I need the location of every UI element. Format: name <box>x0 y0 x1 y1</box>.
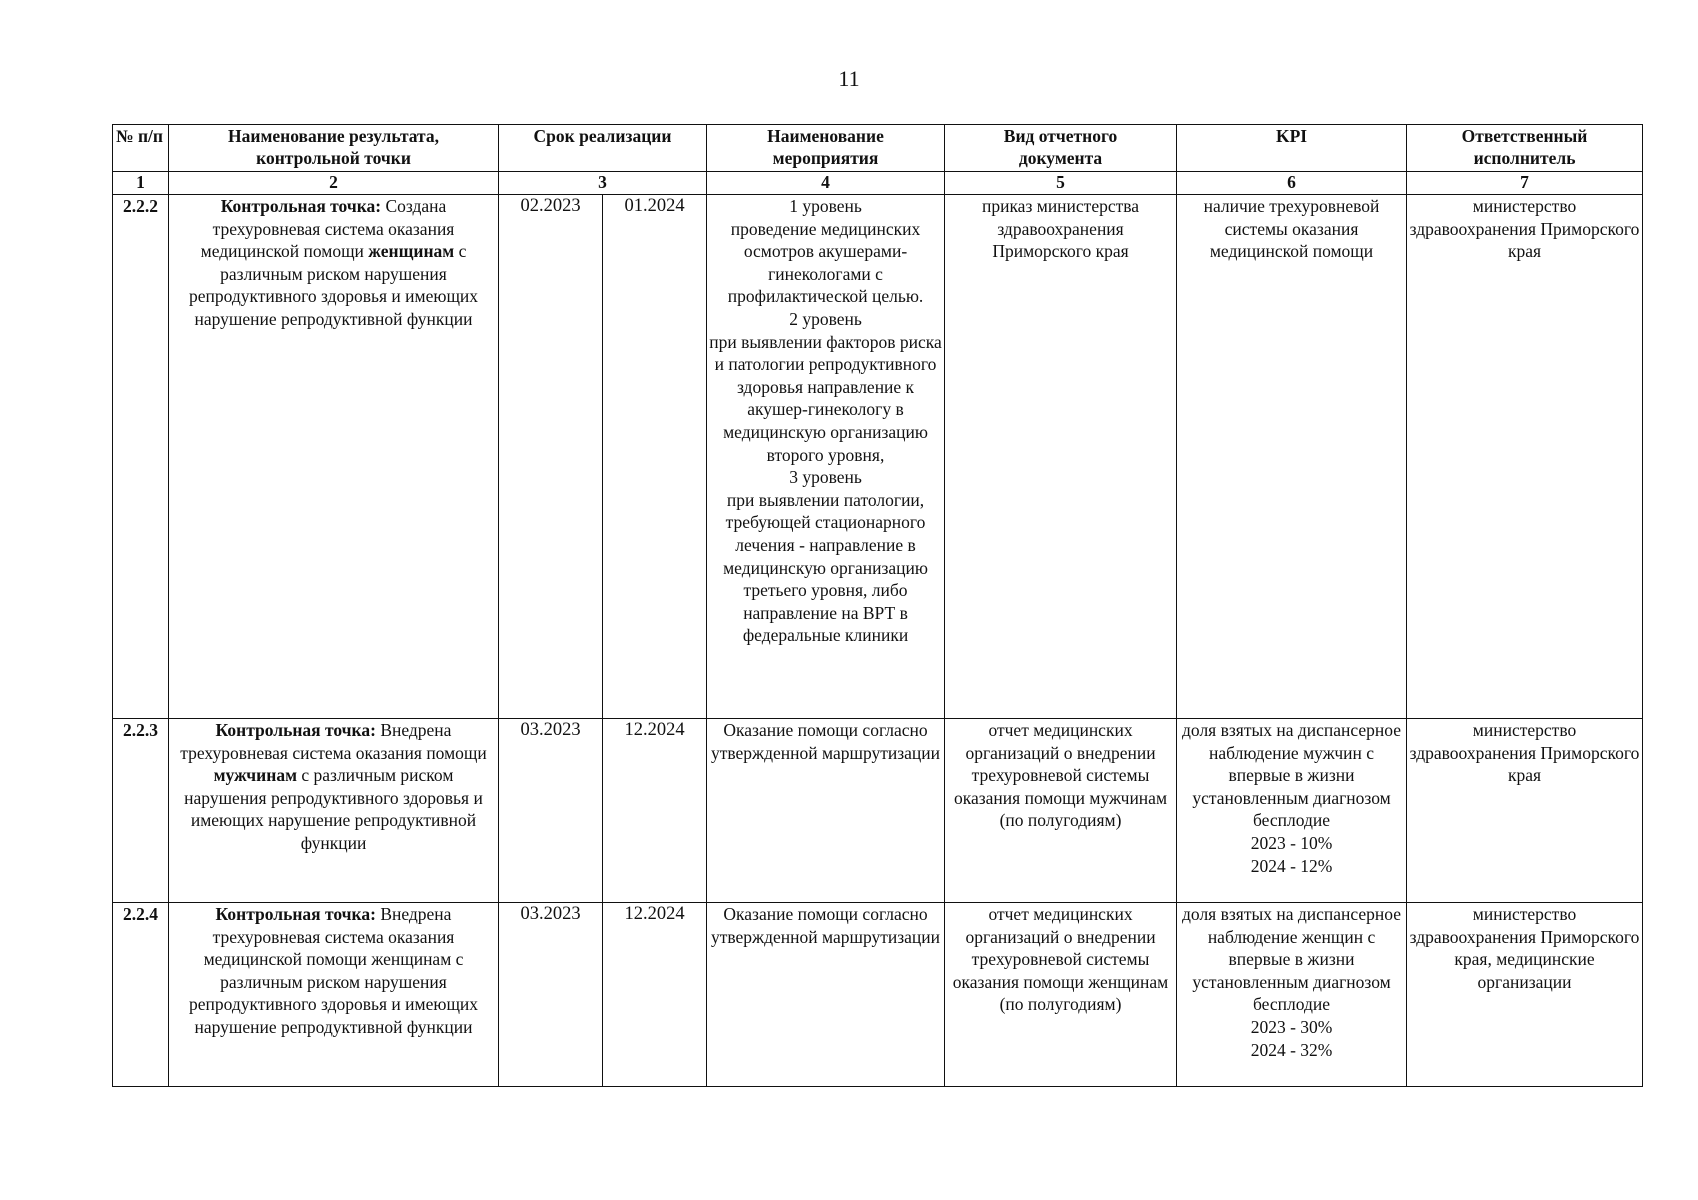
header-responsible-line1: Ответственный <box>1461 126 1588 146</box>
end-date: 01.2024 <box>603 195 707 719</box>
column-number: 6 <box>1177 172 1407 195</box>
kpi-cell <box>1177 195 1407 719</box>
start-date: 02.2023 <box>499 195 603 719</box>
header-row <box>113 125 1643 172</box>
kpi-target-2023: 2023 - 30% <box>1250 1016 1333 1037</box>
kpi-target-2024: 2024 - 12% <box>1250 855 1333 876</box>
responsible-cell: министерство здравоохранения Приморского края <box>1407 719 1643 903</box>
control-point-label: Контрольная точка: <box>220 196 382 216</box>
table-row <box>113 719 1643 903</box>
event-line: проведение медицинских осмотров акушерами-гинекологами с профилактической целью. <box>727 218 924 307</box>
event-cell <box>707 903 945 1087</box>
kpi-cell <box>1177 719 1407 903</box>
header-document <box>945 125 1177 172</box>
control-point-text-rest: с различным риском нарушения репродуктивного здоровья и имеющих нарушение репродуктивной функции <box>188 241 479 329</box>
start-date: 03.2023 <box>499 903 603 1087</box>
responsible-cell: министерство здравоохранения Приморского края <box>1407 195 1643 719</box>
event-line: при выявлении патологии, требующей стационарного лечения - направление в медицинскую организацию третьего уровня, либо направление на ВРТ в федеральные клиники <box>723 489 928 646</box>
end-date: 12.2024 <box>603 903 707 1087</box>
row-number: 2.2.2 <box>113 195 169 719</box>
column-number: 1 <box>113 172 169 195</box>
column-number: 4 <box>707 172 945 195</box>
header-number: № п/п <box>113 125 169 172</box>
report-document-cell <box>945 903 1177 1087</box>
report-document-note: (по полугодиям) <box>999 810 1122 831</box>
kpi-target-2023: 2023 - 10% <box>1250 832 1333 853</box>
kpi-target-2024: 2024 - 32% <box>1250 1039 1333 1060</box>
report-document-cell <box>945 719 1177 903</box>
report-document-text: отчет медицинских организаций о внедрении трехуровневой системы оказания помощи женщинам <box>952 904 1169 992</box>
control-point-label: Контрольная точка: <box>215 720 376 740</box>
header-result-name-line2: контрольной точки <box>256 148 411 168</box>
event-line: Оказание помощи согласно утвержденной маршрутизации <box>710 720 941 763</box>
control-point-text-rest: с различным риском нарушения репродуктивного здоровья и имеющих нарушение репродуктивной функции <box>184 765 483 853</box>
control-point-cell <box>169 903 499 1087</box>
event-cell <box>707 195 945 719</box>
report-document-cell: приказ министерства здравоохранения Приморского края <box>945 195 1177 719</box>
row-number: 2.2.3 <box>113 719 169 903</box>
table-row <box>113 195 1643 719</box>
end-date: 12.2024 <box>603 719 707 903</box>
header-responsible-line2: исполнитель <box>1473 148 1576 168</box>
column-number: 5 <box>945 172 1177 195</box>
table-row <box>113 903 1643 1087</box>
header-result-name <box>169 125 499 172</box>
event-line: 1 уровень <box>789 196 862 216</box>
control-point-target: мужчинам <box>213 765 297 786</box>
page-number: 11 <box>838 66 860 91</box>
event-cell <box>707 719 945 903</box>
kpi-line: доля взятых на диспансерное наблюдение мужчин с впервые в жизни установленным диагнозом бесплодие <box>1182 720 1401 831</box>
control-point-label: Контрольная точка: <box>215 904 376 924</box>
header-kpi: KPI <box>1177 125 1407 172</box>
column-number: 3 <box>499 172 707 195</box>
header-event-line2: мероприятия <box>772 148 879 168</box>
report-document-text: отчет медицинских организаций о внедрении трехуровневой системы оказания помощи мужчинам <box>953 720 1168 808</box>
kpi-line: доля взятых на диспансерное наблюдение женщин с впервые в жизни установленным диагнозом бесплодие <box>1182 904 1401 1015</box>
start-date: 03.2023 <box>499 719 603 903</box>
row-number: 2.2.4 <box>113 903 169 1087</box>
report-document-note: (по полугодиям) <box>999 994 1122 1015</box>
control-point-cell <box>169 719 499 903</box>
header-event-line1: Наименование <box>767 126 884 146</box>
event-line: при выявлении факторов риска и патологии репродуктивного здоровья направление к акушер-гинекологу в медицинскую организацию второго уровня, <box>709 331 942 465</box>
column-number-row <box>113 172 1643 195</box>
header-document-line2: документа <box>1018 148 1103 168</box>
header-responsible <box>1407 125 1643 172</box>
control-point-text: Создана трехуровневая система оказания медицинской помощи <box>200 196 455 262</box>
responsible-cell: министерство здравоохранения Приморского края, медицинские организации <box>1407 903 1643 1087</box>
header-document-line1: Вид отчетного <box>1003 126 1118 146</box>
control-point-target: женщинам <box>368 241 455 262</box>
event-line: 2 уровень <box>789 308 862 329</box>
column-number: 7 <box>1407 172 1643 195</box>
control-point-text: Внедрена трехуровневая система оказания медицинской помощи женщинам с различным риском нарушения репродуктивного здоровья и имеющих нарушение репродуктивной функции <box>188 904 479 1037</box>
header-term: Срок реализации <box>499 125 707 172</box>
control-point-cell <box>169 195 499 719</box>
kpi-cell <box>1177 903 1407 1087</box>
header-result-name-line1: Наименование результата, <box>228 126 439 146</box>
kpi-line: наличие трехуровневой системы оказания медицинской помощи <box>1203 196 1380 262</box>
header-event <box>707 125 945 172</box>
event-line: 3 уровень <box>789 467 862 488</box>
column-number: 2 <box>169 172 499 195</box>
plan-table <box>112 124 1643 1087</box>
control-point-text: Внедрена трехуровневая система оказания помощи <box>180 720 487 763</box>
event-line: Оказание помощи согласно утвержденной маршрутизации <box>710 904 941 947</box>
